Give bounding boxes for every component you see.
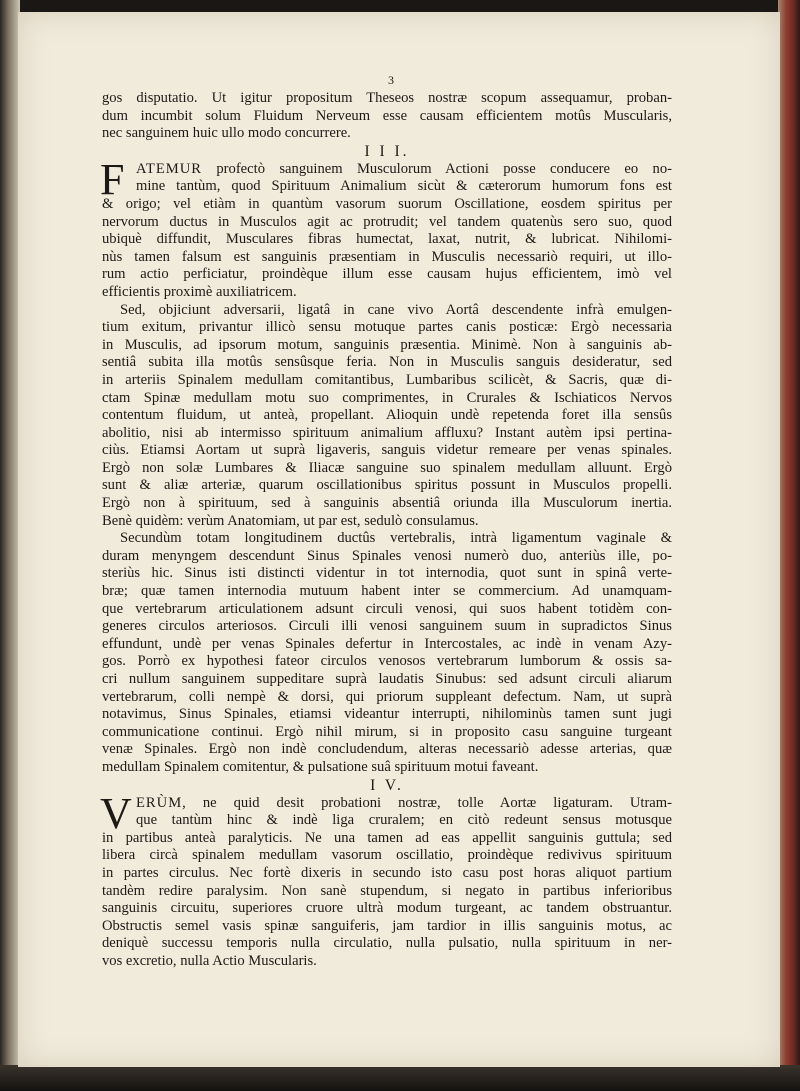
text-line: gos. Porrò ex hypothesi fateor circulos venosos vertebrarum lumborum & ossis sa- — [102, 653, 672, 670]
text-line: bræ; quæ tamen internodia mutuum habent inter se commercium. Ad unamquam- — [102, 583, 672, 600]
drop-cap: F — [100, 154, 125, 204]
text-line: gos disputatio. Ut igitur propositum Theseos nostræ scopum assequamur, proban- — [102, 90, 672, 106]
section-heading-4: I V. — [370, 776, 404, 794]
page-number: 3 — [388, 73, 394, 87]
text-line: in Musculis, ad ipsorum motum, sanguinis præsentia. Minimè. Non à sanguinis ab- — [102, 336, 672, 353]
text-line: que vertebrarum articulationem adsunt circuli venosi, qui suos habent totidèm con- — [102, 600, 672, 617]
text-line: generes circulos arteriosos. Circuli illi venosi sanguinem suum in supradictos Sinus — [102, 618, 672, 635]
text-line: in arteriis Spinalem medullam comitantibus, Lumbaribus scilicèt, & Sacris, quæ di- — [102, 371, 672, 388]
text-line: in partes circulus. Nec fortè dixeris in secundo isto casu post horas aliquot partium — [102, 864, 672, 881]
scan-bottom-edge — [0, 1065, 800, 1091]
text-line: cri nullum sanguinem suppeditare suprà laudatis Sinubus: sed adsunt circuli aliarum — [102, 671, 672, 687]
text-fragment: , ne quid desit probationi nostræ, tolle Aortæ ligaturam. Utram- — [182, 794, 672, 811]
text-line: ctam Spinæ medullam motu suo comprimentes, in Crurales & Ischiaticos Nervos — [102, 389, 672, 406]
book-cover-edge — [778, 0, 800, 1091]
text-fragment: profectò sanguinem Musculorum Actioni posse conducere eo no- — [202, 160, 672, 177]
text-line: & origo; vel etiàm in quantùm vasorum suorum Oscillatione, eosdem spiritus per — [102, 195, 672, 212]
paper-page — [18, 12, 780, 1067]
section-4-paragraph — [100, 788, 672, 971]
text-line: sanguinis circuitu, superiores cruore ultrà modum turgeant, ac tandem obstruantur. — [102, 900, 672, 917]
text-line: ubiquè diffundit, Musculares fibras humectat, laxat, nutrit, & lubricat. Nihilomi- — [102, 231, 672, 248]
section-heading-3: I I I. — [364, 142, 410, 160]
text-line: deniquè successu temporis nulla circulatio, nulla pulsatio, nulla spirituum in ner- — [102, 935, 672, 952]
text-line: contentum fluidum, ut anteà, propellant. Alioquin undè repetenda foret illa sensûs — [102, 407, 672, 424]
binding-gutter — [0, 0, 20, 1091]
text-line: in partibus anteà paralyticis. Ne una tamen ad eas appellit sanguinis guttula; sed — [102, 829, 672, 846]
text-line: steriùs hic. Sinus isti distincti videntur in tot internodia, quot sunt in spinâ verte- — [102, 565, 672, 582]
page-text-block — [102, 72, 672, 971]
text-line: Obstructis semel vasis spinæ sanguiferis, jam tardior in illis sanguinis motus, ac — [102, 917, 672, 934]
text-line: dum incumbit solum Fluidum Nerveum esse causam efficientem motûs Muscularis, — [102, 107, 672, 124]
text-line: effundunt, undè per venas Spinales defertur in Intercostales, ac indè in venam Azy- — [102, 635, 672, 652]
text-line: Benè quidèm: verùm Anatomiam, ut par est, sedulò consulamus. — [102, 512, 479, 529]
text-line: mine tantùm, quod Spirituum Animalium sicùt & cæterorum humorum fons est — [136, 178, 672, 195]
text-line: rum actio perficiatur, proindèque illum esse causam hujus efficientem, imò vel — [102, 266, 672, 283]
text-line: venæ Spinales. Ergò non indè concludendum, alteras necessariò adesse arterias, quæ — [102, 741, 672, 758]
text-line — [102, 795, 672, 813]
text-line: Ergò non solæ Lumbares & Iliacæ sanguine suo spinalem medullam alluunt. Ergò — [102, 459, 672, 476]
text-line: que tantùm hinc & indè liga cruralem; en citò redeunt sensus motusque — [136, 812, 672, 829]
text-line — [102, 161, 672, 179]
text-line: nervorum ductus in Musculos agit ac protrudit; vel tandem quatenùs sero suo, quod — [102, 213, 672, 230]
section-3-third-paragraph — [102, 530, 672, 776]
text-line: communicatione continui. Ergò nihil mirum, si in proposito casu sanguine turgeant — [102, 723, 672, 740]
text-line: libera circà spinalem medullam vasorum oscillatio, proindèque redivivus spirituum — [102, 847, 672, 864]
text-line: vos excretio, nulla Actio Muscularis. — [102, 952, 317, 969]
intro-paragraph — [102, 90, 672, 143]
text-line: sunt & aliæ arteriæ, quarum oscillationibus spiritus possunt in Musculos propelli. — [102, 477, 672, 494]
lead-word: ERÙM — [136, 794, 183, 811]
section-3-first-paragraph — [100, 154, 672, 302]
lead-word: ATEMUR — [136, 160, 202, 177]
text-line: Ergò non à spirituum, sed à sanguinis absentiâ oriunda illa Musculorum inertia. — [102, 495, 672, 512]
text-line: efficientis proximè auxiliatricem. — [102, 283, 297, 300]
text-line: duram menyngem descendunt Sinus Spinales venosi numerò duo, anteriùs ille, po- — [102, 547, 672, 564]
text-line: sentiâ subita illa motûs sensûsque feria. Non in Musculis sanguis desideratur, sed — [102, 354, 672, 371]
text-line: tandèm redire paralysim. Non sanè stupendum, si negato in partibus inferioribus — [102, 882, 672, 899]
text-line: Secundùm totam longitudinem ductûs vertebralis, intrà ligamentum vaginale & — [120, 530, 672, 547]
text-line: ciùs. Etiamsi Aortam ut suprà ligaveris, sanguis videtur remeare per venas spinales. — [102, 442, 672, 459]
text-line: tium exitum, privantur illicò sensu motuque partes canis posticæ: Ergò necessaria — [102, 319, 672, 336]
text-line: Sed, objiciunt adversarii, ligatâ in cane vivo Aortâ descendente infrà emulgen- — [120, 301, 672, 318]
section-3-second-paragraph — [102, 302, 672, 531]
text-line: medullam Spinalem comitentur, & pulsatione suâ spirituum motui faveant. — [102, 758, 539, 775]
text-line: nec sanguinem huic ullo modo concurrere. — [102, 125, 351, 142]
text-line: notavimus, Sinus Spinales, etiamsi videantur interrupti, nihilominùs tamen sunt jugi — [102, 706, 672, 723]
text-line: nùs tamen falsum est sanguinis præsentiam in Musculis necessariò requiri, ut illo- — [102, 248, 672, 265]
text-line: vertebrarum, colli nempè & dorsi, qui priorum suppleant defectum. Nam, ut suprà — [102, 688, 672, 705]
text-line: abolitio, nisi ab intermisso spirituum animalium affluxu? Instant autèm ipsi pertina- — [102, 424, 672, 441]
drop-cap: V — [100, 788, 132, 838]
